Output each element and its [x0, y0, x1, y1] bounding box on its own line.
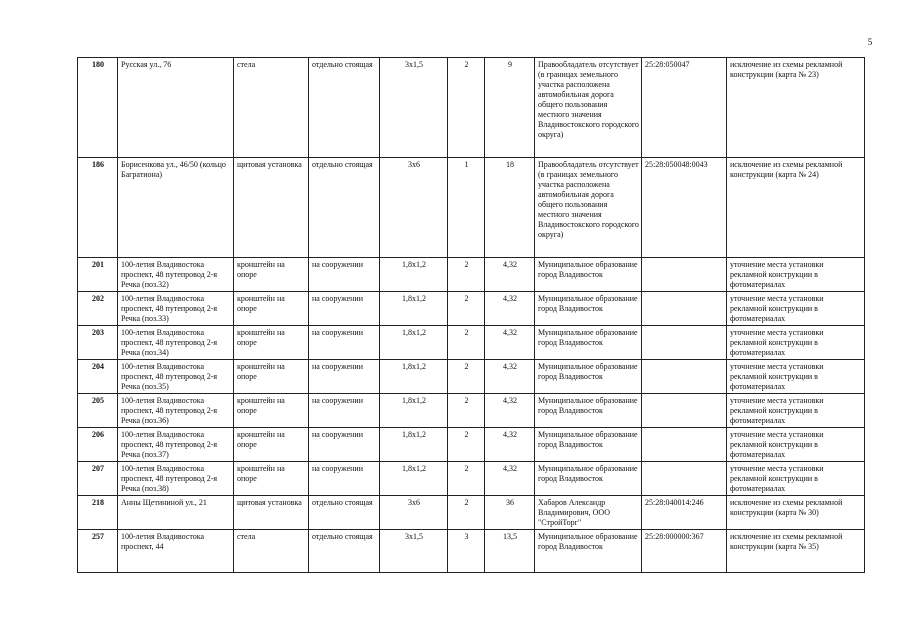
address-cell: 100-летия Владивостока проспект, 48 путепровод 2-я Речка (поз.34): [118, 326, 234, 360]
sides-cell: 2: [448, 292, 485, 326]
table-row: [78, 360, 865, 394]
sides-cell: 2: [448, 258, 485, 292]
cadastral-number-cell: 25:28:050048:0043: [642, 158, 727, 258]
placement-cell: на сооружении: [309, 428, 380, 462]
table-row: [78, 394, 865, 428]
size-cell: 1,8х1,2: [380, 462, 448, 496]
cadastral-number-cell: [642, 360, 727, 394]
address-cell: 100-летия Владивостока проспект, 48 путепровод 2-я Речка (поз.33): [118, 292, 234, 326]
area-cell: 4,32: [485, 394, 535, 428]
sides-cell: 1: [448, 158, 485, 258]
sides-cell: 2: [448, 360, 485, 394]
owner-cell: Муниципальное образование город Владивосток: [535, 394, 642, 428]
sides-cell: 2: [448, 462, 485, 496]
address-cell: 100-летия Владивостока проспект, 48 путепровод 2-я Речка (поз.35): [118, 360, 234, 394]
placement-cell: на сооружении: [309, 292, 380, 326]
note-cell: уточнение места установки рекламной конструкции в фотоматериалах: [727, 394, 865, 428]
area-cell: 36: [485, 496, 535, 530]
structure-type-cell: стела: [234, 58, 309, 158]
table-row: [78, 292, 865, 326]
note-cell: исключение из схемы рекламной конструкции (карта № 23): [727, 58, 865, 158]
structure-type-cell: кронштейн на опоре: [234, 292, 309, 326]
size-cell: 3х1,5: [380, 530, 448, 573]
row-number: 201: [78, 258, 118, 292]
structure-type-cell: кронштейн на опоре: [234, 462, 309, 496]
note-cell: исключение из схемы рекламной конструкции (карта № 35): [727, 530, 865, 573]
placement-cell: на сооружении: [309, 394, 380, 428]
size-cell: 1,8х1,2: [380, 360, 448, 394]
structure-type-cell: щитовая установка: [234, 158, 309, 258]
area-cell: 18: [485, 158, 535, 258]
area-cell: 4,32: [485, 258, 535, 292]
owner-cell: Муниципальное образование город Владивосток: [535, 530, 642, 573]
size-cell: 1,8х1,2: [380, 292, 448, 326]
row-number: 257: [78, 530, 118, 573]
owner-cell: Муниципальное образование город Владивосток: [535, 428, 642, 462]
size-cell: 3х1,5: [380, 58, 448, 158]
advertising-structures-table: [77, 57, 865, 573]
structure-type-cell: кронштейн на опоре: [234, 428, 309, 462]
area-cell: 4,32: [485, 428, 535, 462]
address-cell: Русская ул., 76: [118, 58, 234, 158]
row-number: 180: [78, 58, 118, 158]
table-row: [78, 496, 865, 530]
sides-cell: 2: [448, 58, 485, 158]
cadastral-number-cell: 25:28:050047: [642, 58, 727, 158]
row-number: 202: [78, 292, 118, 326]
size-cell: 3х6: [380, 496, 448, 530]
structure-type-cell: щитовая установка: [234, 496, 309, 530]
note-cell: исключение из схемы рекламной конструкции (карта № 30): [727, 496, 865, 530]
size-cell: 1,8х1,2: [380, 394, 448, 428]
size-cell: 1,8х1,2: [380, 258, 448, 292]
sides-cell: 2: [448, 496, 485, 530]
note-cell: уточнение места установки рекламной конструкции в фотоматериалах: [727, 462, 865, 496]
owner-cell: Муниципальное образование город Владивосток: [535, 326, 642, 360]
structure-type-cell: кронштейн на опоре: [234, 394, 309, 428]
cadastral-number-cell: [642, 326, 727, 360]
address-cell: 100-летия Владивостока проспект, 48 путепровод 2-я Речка (поз.38): [118, 462, 234, 496]
note-cell: уточнение места установки рекламной конструкции в фотоматериалах: [727, 326, 865, 360]
page-number: 5: [867, 37, 873, 47]
cadastral-number-cell: [642, 258, 727, 292]
address-cell: 100-летия Владивостока проспект, 48 путепровод 2-я Речка (поз.36): [118, 394, 234, 428]
row-number: 186: [78, 158, 118, 258]
cadastral-number-cell: 25:28:040014:246: [642, 496, 727, 530]
sides-cell: 2: [448, 428, 485, 462]
table-body: [78, 58, 865, 573]
address-cell: 100-летия Владивостока проспект, 44: [118, 530, 234, 573]
area-cell: 4,32: [485, 292, 535, 326]
address-cell: Анны Щетининой ул., 21: [118, 496, 234, 530]
sides-cell: 2: [448, 326, 485, 360]
table-row: [78, 258, 865, 292]
structure-type-cell: кронштейн на опоре: [234, 326, 309, 360]
table-row: [78, 462, 865, 496]
note-cell: уточнение места установки рекламной конструкции в фотоматериалах: [727, 292, 865, 326]
cadastral-number-cell: [642, 394, 727, 428]
address-cell: 100-летия Владивостока проспект, 48 путепровод 2-я Речка (поз.37): [118, 428, 234, 462]
placement-cell: отдельно стоящая: [309, 496, 380, 530]
placement-cell: отдельно стоящая: [309, 58, 380, 158]
structure-type-cell: кронштейн на опоре: [234, 258, 309, 292]
note-cell: уточнение места установки рекламной конструкции в фотоматериалах: [727, 258, 865, 292]
area-cell: 13,5: [485, 530, 535, 573]
owner-cell: Правообладатель отсутствует (в границах земельного участка расположена автомобильная дорога общего пользования местного значения Владивостокского городского округа): [535, 158, 642, 258]
table-row: [78, 158, 865, 258]
sides-cell: 2: [448, 394, 485, 428]
table-row: [78, 530, 865, 573]
table-row: [78, 58, 865, 158]
area-cell: 4,32: [485, 462, 535, 496]
placement-cell: на сооружении: [309, 258, 380, 292]
size-cell: 3х6: [380, 158, 448, 258]
table-row: [78, 326, 865, 360]
owner-cell: Муниципальное образование город Владивосток: [535, 292, 642, 326]
cadastral-number-cell: [642, 428, 727, 462]
cadastral-number-cell: [642, 292, 727, 326]
owner-cell: Муниципальное образование город Владивосток: [535, 462, 642, 496]
row-number: 206: [78, 428, 118, 462]
owner-cell: Муниципальное образование город Владивосток: [535, 258, 642, 292]
area-cell: 9: [485, 58, 535, 158]
area-cell: 4,32: [485, 326, 535, 360]
placement-cell: на сооружении: [309, 360, 380, 394]
structure-type-cell: кронштейн на опоре: [234, 360, 309, 394]
cadastral-number-cell: 25:28:000000:367: [642, 530, 727, 573]
sides-cell: 3: [448, 530, 485, 573]
placement-cell: на сооружении: [309, 462, 380, 496]
row-number: 204: [78, 360, 118, 394]
row-number: 207: [78, 462, 118, 496]
note-cell: исключение из схемы рекламной конструкции (карта № 24): [727, 158, 865, 258]
table-row: [78, 428, 865, 462]
size-cell: 1,8х1,2: [380, 326, 448, 360]
address-cell: 100-летия Владивостока проспект, 48 путепровод 2-я Речка (поз.32): [118, 258, 234, 292]
address-cell: Борисенкова ул., 46/50 (кольцо Багратиона): [118, 158, 234, 258]
note-cell: уточнение места установки рекламной конструкции в фотоматериалах: [727, 360, 865, 394]
row-number: 203: [78, 326, 118, 360]
owner-cell: Хабаров Александр Владимирович, ООО "СтройТорг": [535, 496, 642, 530]
row-number: 205: [78, 394, 118, 428]
cadastral-number-cell: [642, 462, 727, 496]
size-cell: 1,8х1,2: [380, 428, 448, 462]
placement-cell: отдельно стоящая: [309, 158, 380, 258]
note-cell: уточнение места установки рекламной конструкции в фотоматериалах: [727, 428, 865, 462]
placement-cell: отдельно стоящая: [309, 530, 380, 573]
area-cell: 4,32: [485, 360, 535, 394]
placement-cell: на сооружении: [309, 326, 380, 360]
owner-cell: Правообладатель отсутствует (в границах земельного участка расположена автомобильная дорога общего пользования местного значения Владивостокского городского округа): [535, 58, 642, 158]
owner-cell: Муниципальное образование город Владивосток: [535, 360, 642, 394]
structure-type-cell: стела: [234, 530, 309, 573]
row-number: 218: [78, 496, 118, 530]
